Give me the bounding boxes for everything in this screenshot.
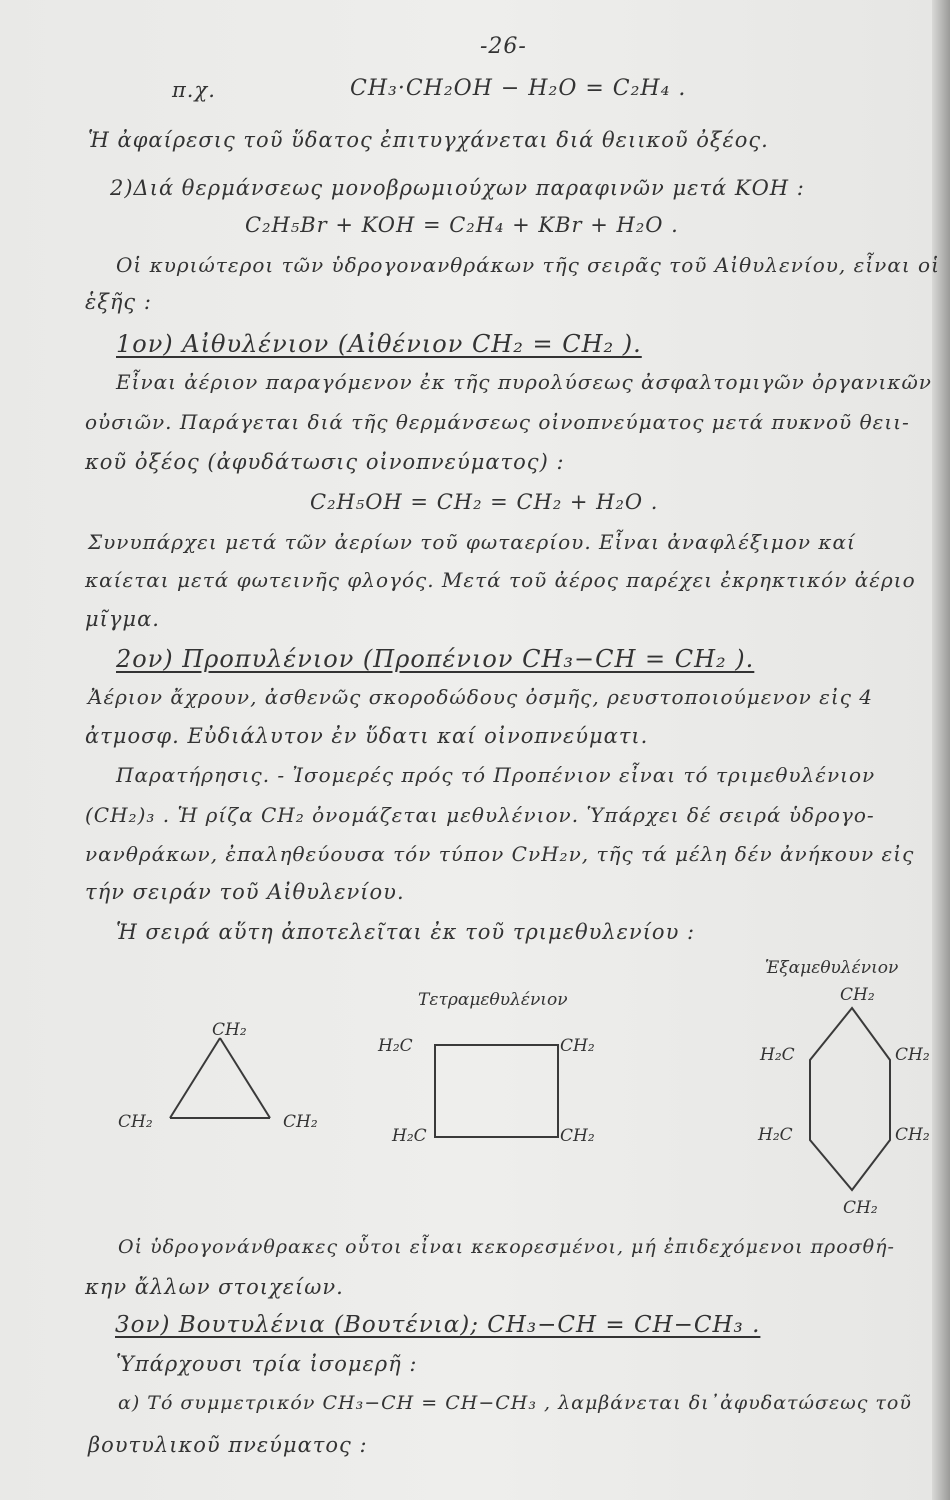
- section-heading-3: 3ον) Βουτυλένια (Βουτένια); CH₃−CH = CH−CH₃ .: [115, 1312, 761, 1338]
- text-line: τήν σειράν τοῦ Αἰθυλενίου.: [85, 880, 405, 904]
- page-edge-shadow: [932, 0, 950, 1500]
- text-line: οὐσιῶν. Παράγεται διά τῆς θερμάνσεως οἰνοπνεύματος μετά πυκνοῦ θειι-: [85, 410, 910, 434]
- text-line: Παρατήρησις. - Ἰσομερές πρός τό Προπένιον εἶναι τό τριμεθυλένιον: [116, 763, 876, 787]
- hexagon-top-label: CH₂: [840, 985, 875, 1005]
- text-line: κην ἄλλων στοιχείων.: [85, 1275, 344, 1299]
- hexagon-ll-label: H₂C: [758, 1125, 793, 1145]
- page-number: -26-: [480, 34, 527, 59]
- equation: C₂H₅OH = CH₂ = CH₂ + H₂O .: [310, 490, 659, 514]
- text-line: Ὑπάρχουσι τρία ἰσομερῆ :: [116, 1352, 418, 1376]
- section-heading-2: 2ον) Προπυλένιον (Προπένιον CH₃−CH = CH₂ ).: [116, 645, 755, 673]
- text-line: ἀτμοσφ. Εὐδιάλυτον ἐν ὕδατι καί οἰνοπνεύματι.: [85, 724, 649, 748]
- text-line: ἑξῆς :: [85, 290, 152, 314]
- text-line: Οἱ κυριώτεροι τῶν ὑδρογονανθράκων τῆς σειρᾶς τοῦ Αἰθυλενίου, εἶναι οἱ: [116, 253, 940, 277]
- text-line: Οἱ ὑδρογονάνθρακες οὗτοι εἶναι κεκορεσμένοι, μή ἐπιδεχόμενοι προσθή-: [118, 1236, 895, 1258]
- hexagon-lr-label: CH₂: [895, 1125, 930, 1145]
- hexagon-ul-label: H₂C: [760, 1045, 795, 1065]
- text-line: Ἡ ἀφαίρεσις τοῦ ὕδατος ἐπιτυγχάνεται διά θειικοῦ ὀξέος.: [88, 128, 769, 152]
- triangle-right-label: CH₂: [283, 1112, 318, 1132]
- square-tr-label: CH₂: [560, 1036, 595, 1056]
- text-line: βουτυλικοῦ πνεύματος :: [88, 1433, 368, 1457]
- text-line: νανθράκων, ἐπαληθεύουσα τόν τύπον CνH₂ν, τῆς τά μέλη δέν ἀνήκουν εἰς: [85, 842, 915, 866]
- square-tl-label: H₂C: [378, 1036, 413, 1056]
- equation: C₂H₅Br + KOH = C₂H₄ + KBr + H₂O .: [245, 213, 679, 237]
- text-line: Συνυπάρχει μετά τῶν ἀερίων τοῦ φωταερίου. Εἶναι ἀναφλέξιμον καί: [88, 530, 856, 554]
- text-line: κοῦ ὀξέος (ἀφυδάτωσις οἰνοπνεύματος) :: [85, 450, 565, 474]
- text-line: Ἀέριον ἄχρουν, ἀσθενῶς σκοροδώδους ὀσμῆς, ρευστοποιούμενον εἰς 4: [88, 685, 874, 709]
- example-formula: CH₃·CH₂OH − H₂O = C₂H₄ .: [350, 76, 687, 101]
- square-br-label: CH₂: [560, 1126, 595, 1146]
- text-line: α) Τό συμμετρικόν CH₃−CH = CH−CH₃ , λαμβάνεται δι᾽ἀφυδατώσεως τοῦ: [118, 1392, 912, 1414]
- cyclobutane-diagram: [425, 1030, 575, 1150]
- text-line: Ἡ σειρά αὕτη ἀποτελεῖται ἐκ τοῦ τριμεθυλενίου :: [116, 920, 696, 944]
- triangle-top-label: CH₂: [212, 1020, 247, 1040]
- triangle-left-label: CH₂: [118, 1112, 153, 1132]
- hexagon-title: Ἑξαμεθυλένιον: [765, 958, 899, 978]
- example-label: π.χ.: [172, 78, 216, 102]
- text-line: καίεται μετά φωτεινῆς φλογός. Μετά τοῦ ἀέρος παρέχει ἐκρηκτικόν ἀέριο: [85, 568, 916, 592]
- text-line: μῖγμα.: [85, 607, 160, 631]
- hexagon-bottom-label: CH₂: [843, 1198, 878, 1218]
- text-line: (CH₂)₃ . Ἡ ρίζα CH₂ ὀνομάζεται μεθυλένιον. Ὑπάρχει δέ σειρά ὑδρογο-: [85, 803, 875, 827]
- text-line: Εἶναι ἀέριον παραγόμενον ἐκ τῆς πυρολύσεως ἀσφαλτομιγῶν ὀργανικῶν: [116, 370, 932, 394]
- hexagon-ur-label: CH₂: [895, 1045, 930, 1065]
- text-line: 2)Διά θερμάνσεως μονοβρωμιούχων παραφινῶν μετά ΚΟΗ :: [110, 176, 805, 200]
- square-bl-label: H₂C: [392, 1126, 427, 1146]
- section-heading-1: 1ον) Αἰθυλένιον (Αἰθένιον CH₂ = CH₂ ).: [116, 330, 642, 358]
- square-title: Τετραμεθυλένιον: [418, 990, 568, 1010]
- cyclohexane-diagram: [760, 990, 940, 1210]
